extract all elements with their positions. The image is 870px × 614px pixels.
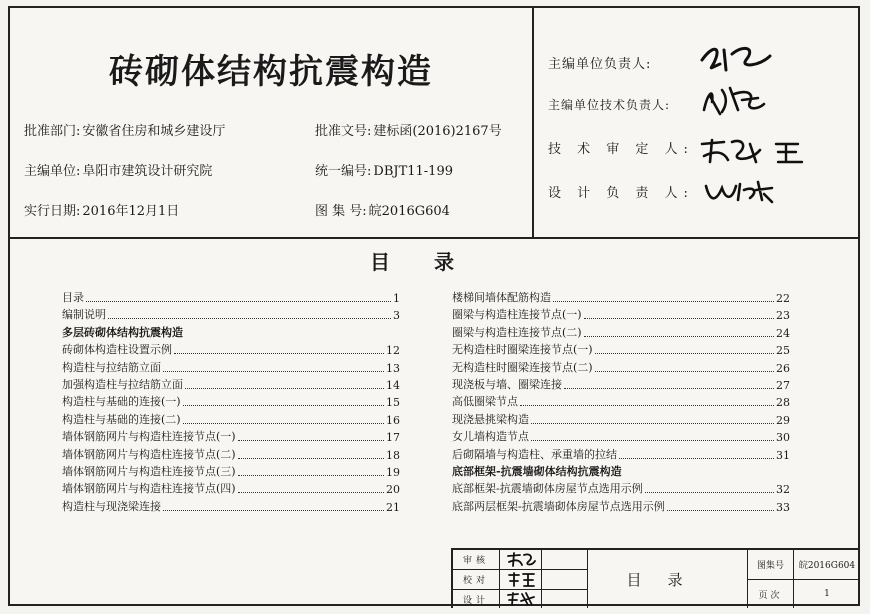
atlas-title: 砖砌体结构抗震构造 [109, 52, 433, 92]
toc-entry[interactable] [62, 499, 400, 514]
atlas-no: 图 集 号: 皖2016G604 [315, 204, 450, 219]
header-vertical-divider [532, 8, 534, 237]
toc-entry-title: 多层砖砌体结构抗震构造 [62, 325, 183, 339]
toc-entry-page: 32 [776, 483, 790, 497]
toc-entry-page: 3 [393, 309, 400, 323]
signature-chief-editor [698, 40, 778, 74]
atlas-no-label: 图集号 [756, 561, 784, 571]
toc-entry-title: 底部框架-抗震墙砌体结构抗震构造 [452, 465, 622, 478]
toc-leader-dots [564, 388, 774, 389]
toc-entry-title: 无构造柱时圈梁连接节点(二) [452, 360, 593, 374]
toc-entry-page: 19 [386, 466, 400, 479]
toc-entry[interactable] [62, 412, 400, 427]
toc-leader-dots [584, 336, 774, 337]
toc-entry-title: 后砌隔墙与构造柱、承重墙的拉结 [452, 447, 617, 461]
page-no-label: 页次 [758, 590, 783, 601]
toc-entry-page: 14 [386, 379, 400, 392]
proof-label: 校对 [462, 576, 489, 586]
toc-entry[interactable] [452, 307, 790, 322]
toc-leader-dots [163, 371, 384, 372]
design-signature [503, 590, 539, 608]
toc-entry-title: 女儿墙构造节点 [452, 430, 529, 444]
toc-entry-page: 25 [776, 344, 790, 358]
toc-entry[interactable] [452, 429, 790, 444]
toc-entry[interactable] [452, 342, 790, 357]
toc-entry[interactable] [62, 377, 400, 392]
toc-entry-title: 墙体钢筋网片与构造柱连接节点(二) [62, 447, 236, 461]
toc-leader-dots [584, 318, 774, 319]
toc-entry[interactable] [62, 429, 400, 444]
responsible-tech-lead: 主编单位技术负责人: [548, 98, 671, 112]
design-label: 设计 [462, 595, 489, 606]
review-signature [503, 550, 539, 569]
editor-unit: 主编单位: 阜阳市建筑设计研究院 [24, 164, 213, 179]
toc-leader-dots [183, 405, 384, 406]
title-block [451, 548, 858, 608]
approval-no: 批准文号: 建标函(2016)2167号 [315, 124, 502, 139]
toc-entry-title: 底部框架-抗震墙砌体房屋节点选用示例 [452, 482, 643, 496]
toc-entry-page: 20 [386, 483, 400, 497]
toc-entry[interactable] [452, 481, 790, 496]
toc-entry-page: 12 [386, 344, 400, 358]
toc-entry-title: 底部两层框架-抗震墙砌体房屋节点选用示例 [452, 499, 665, 513]
toc-leader-dots [595, 353, 774, 354]
toc-entry-title: 构造柱与拉结筋立面 [62, 360, 161, 374]
toc-entry-title: 加强构造柱与拉结筋立面 [62, 378, 183, 391]
toc-leader-dots [86, 301, 391, 302]
toc-entry-page: 1 [393, 292, 400, 305]
toc-leader-dots [185, 388, 384, 389]
toc-leader-dots [108, 318, 391, 319]
toc-entry-title: 无构造柱时圈梁连接节点(一) [452, 343, 593, 357]
toc-entry-title: 现浇板与墙、圈梁连接 [452, 378, 562, 391]
approval-dept: 批准部门: 安徽省住房和城乡建设厅 [24, 124, 226, 139]
toc-entry-title: 楼梯间墙体配筋构造 [452, 291, 551, 304]
toc-entry-page: 17 [386, 431, 400, 445]
header-divider [10, 237, 858, 239]
drawing-frame [8, 6, 860, 606]
toc-entry[interactable] [62, 307, 400, 322]
toc-entry-page: 26 [776, 361, 790, 375]
toc-entry-title: 墙体钢筋网片与构造柱连接节点(四) [62, 482, 236, 496]
review-label: 审核 [462, 556, 489, 566]
toc-section-heading [452, 464, 790, 479]
toc-entry[interactable] [62, 394, 400, 409]
toc-entry-title: 构造柱与现浇梁连接 [62, 499, 161, 513]
toc-leader-dots [667, 510, 774, 511]
toc-title: 目录 [370, 250, 498, 274]
proof-signature [503, 570, 539, 589]
toc-entry-title: 编制说明 [62, 308, 106, 322]
toc-leader-dots [619, 458, 774, 459]
toc-leader-dots [163, 510, 384, 511]
toc-leader-dots [238, 475, 384, 476]
toc-leader-dots [238, 440, 384, 441]
toc-leader-dots [520, 405, 774, 406]
atlas-no-value: 皖2016G604 [798, 561, 856, 571]
toc-entry-page: 23 [776, 309, 790, 323]
sheet-title: 目录 [626, 570, 709, 589]
toc-entry[interactable] [452, 447, 790, 462]
toc-entry[interactable] [452, 412, 790, 427]
toc-entry-page: 31 [776, 448, 790, 462]
toc-entry-title: 圈梁与构造柱连接节点(一) [452, 308, 582, 322]
effective-date: 实行日期: 2016年12月1日 [24, 204, 180, 219]
responsible-reviewer: 技 术 审 定 人: [548, 142, 694, 157]
toc-entry-title: 砖砌体构造柱设置示例 [62, 343, 172, 357]
toc-entry-page: 13 [386, 361, 400, 375]
toc-leader-dots [645, 492, 774, 493]
toc-entry-page: 29 [776, 413, 790, 427]
toc-leader-dots [174, 353, 384, 354]
toc-entry[interactable] [62, 290, 400, 305]
toc-entry-title: 圈梁与构造柱连接节点(二) [452, 325, 582, 339]
toc-entry-page: 33 [776, 500, 790, 514]
toc-entry-title: 高低圈梁节点 [452, 395, 518, 409]
toc-entry-page: 18 [386, 448, 400, 462]
toc-entry[interactable] [452, 290, 790, 305]
toc-entry-title: 墙体钢筋网片与构造柱连接节点(三) [62, 465, 236, 478]
toc-entry[interactable] [452, 360, 790, 375]
toc-entry-page: 28 [776, 396, 790, 410]
page-no-value: 1 [824, 589, 830, 599]
toc-leader-dots [238, 492, 384, 493]
toc-leader-dots [531, 440, 774, 441]
toc-section-heading [62, 325, 400, 340]
responsible-designer: 设 计 负 责 人: [548, 186, 694, 201]
toc-entry-page: 15 [386, 396, 400, 410]
toc-entry-page: 30 [776, 431, 790, 445]
unified-no: 统一编号: DBJT11-199 [315, 164, 453, 179]
signature-designer [702, 176, 776, 206]
toc-entry-title: 现浇悬挑梁构造 [452, 412, 529, 426]
toc-entry[interactable] [452, 499, 790, 514]
toc-entry[interactable] [452, 325, 790, 340]
toc-leader-dots [595, 371, 774, 372]
toc-leader-dots [531, 423, 774, 424]
toc-entry[interactable] [62, 464, 400, 479]
toc-entry-title: 墙体钢筋网片与构造柱连接节点(一) [62, 430, 236, 444]
toc-leader-dots [553, 301, 774, 302]
toc-entry-page: 21 [386, 500, 400, 514]
toc-entry[interactable] [62, 447, 400, 462]
toc-entry-page: 16 [386, 413, 400, 427]
toc-entry[interactable] [452, 377, 790, 392]
toc-entry-title: 构造柱与基础的连接(二) [62, 412, 181, 426]
toc-entry-title: 构造柱与基础的连接(一) [62, 395, 181, 409]
signature-tech-lead [698, 80, 768, 120]
responsible-chief-editor: 主编单位负责人: [548, 57, 652, 72]
toc-entry[interactable] [452, 394, 790, 409]
toc-leader-dots [183, 423, 384, 424]
toc-entry-page: 24 [776, 326, 790, 340]
toc-entry[interactable] [62, 360, 400, 375]
toc-entry-title: 目录 [62, 291, 84, 304]
signature-reviewer [698, 132, 818, 168]
toc-entry-page: 27 [776, 379, 790, 392]
toc-entry[interactable] [62, 342, 400, 357]
toc-leader-dots [238, 458, 384, 459]
toc-entry-page: 22 [776, 292, 790, 305]
toc-entry[interactable] [62, 481, 400, 496]
